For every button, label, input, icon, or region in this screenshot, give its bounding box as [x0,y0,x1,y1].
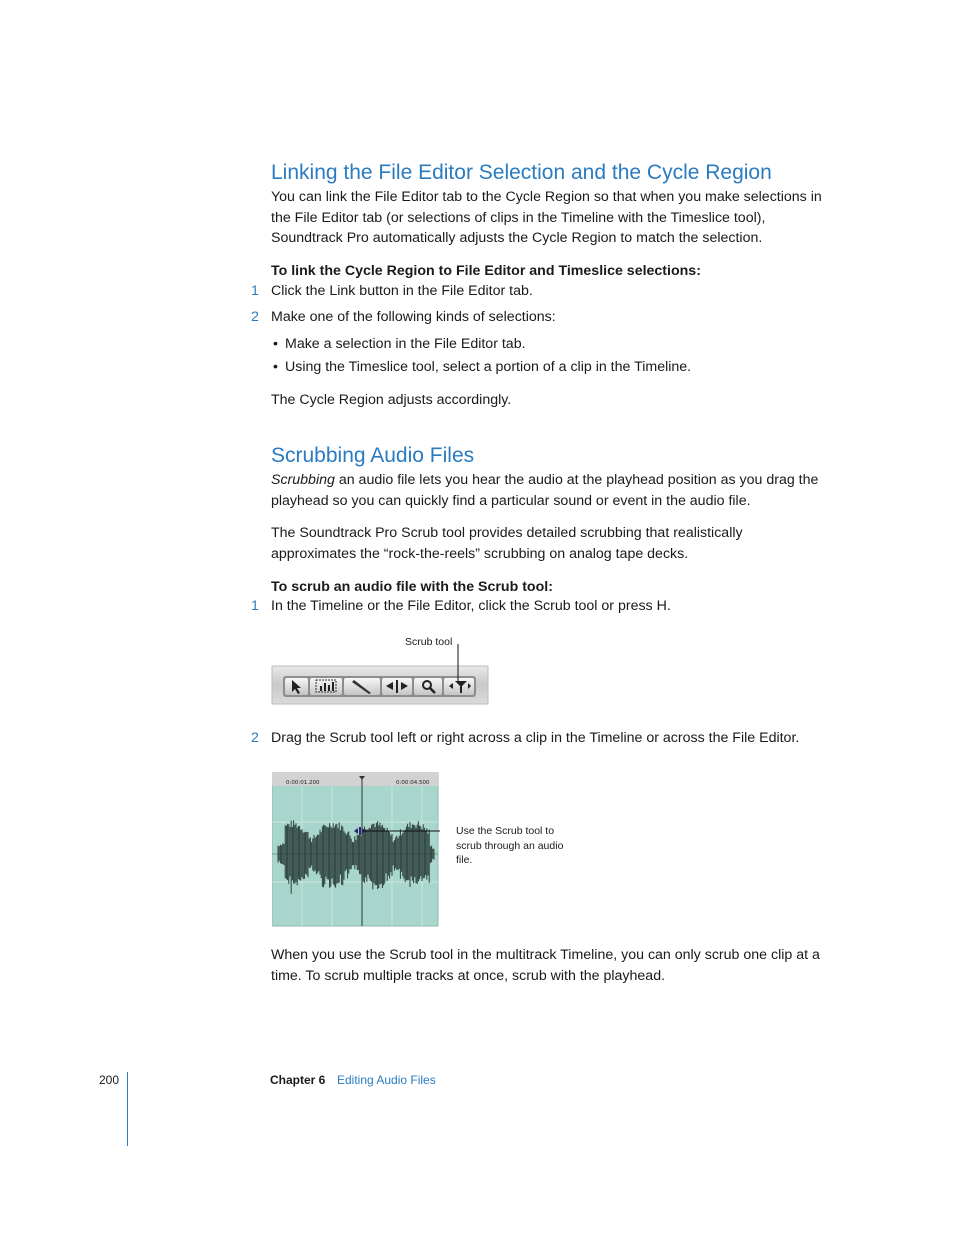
ruler-time-right: 0:00:04.500 [396,780,430,786]
bullet-marker: • [273,336,278,352]
scrub-step-2-text: Drag the Scrub tool left or right across a clip in the Timeline or across the File Editor. [271,730,800,746]
linking-step-1-number: 1 [251,283,259,299]
scrub-step-1-number: 1 [251,598,259,614]
bullet-item-2: Using the Timeslice tool, select a portion of a clip in the Timeline. [285,359,692,375]
editor-callout-line-2: scrub through an audio [456,839,564,852]
scrubbing-intro-rest: an audio file lets you hear the audio at the playhead position as you drag the playhead so you can quickly find a particular sound or event in the audio file. [271,472,819,509]
footer-chapter-title: Editing Audio Files [337,1073,436,1087]
linking-step-2-number: 2 [251,309,259,325]
editor-callout-line-1: Use the Scrub tool to [456,825,555,837]
linking-step-1-text: Click the Link button in the File Editor tab. [271,283,533,299]
scrubbing-paragraph-2: The Soundtrack Pro Scrub tool provides detailed scrubbing that realistically approximates the “rock-the-reels” scrubbing on analog tape decks. [271,525,743,562]
page-number: 200 [99,1073,120,1087]
section-heading-linking: Linking the File Editor Selection and the Cycle Region [271,161,772,184]
scrub-tool-callout-label: Scrub tool [405,636,453,648]
file-editor-figure [272,772,440,928]
scrubbing-term: Scrubbing [271,472,335,488]
linking-intro-paragraph: You can link the File Editor tab to the Cycle Region so that when you make selections in the File Editor tab (or selections of clips in the Timeline with the Timeslice tool), Soundtrack Pro automatically adjusts the Cycle Region to match the selection. [271,189,822,247]
ruler-time-left: 0:00:01.200 [286,780,320,786]
editor-callout-line-3: file. [456,854,473,866]
scrub-step-1-text: In the Timeline or the File Editor, click the Scrub tool or press H. [271,598,671,614]
scrubbing-closing-paragraph: When you use the Scrub tool in the multitrack Timeline, you can only scrub one clip at a time. To scrub multiple tracks at once, scrub with the playhead. [271,947,820,984]
bullet-marker: • [273,359,278,375]
footer-rule [127,1072,128,1146]
section-heading-scrubbing: Scrubbing Audio Files [271,444,475,467]
scrub-step-2-number: 2 [251,730,259,746]
scrubbing-intro-paragraph [271,470,831,511]
editor-callout-text [456,824,586,868]
linking-task-title: To link the Cycle Region to File Editor and Timeslice selections: [271,263,701,279]
linking-result-text: The Cycle Region adjusts accordingly. [271,392,512,408]
bullet-item-1: Make a selection in the File Editor tab. [285,336,526,352]
toolbar-figure [270,640,492,712]
footer-chapter: Chapter 6 [270,1073,326,1087]
linking-step-2-text: Make one of the following kinds of selections: [271,309,556,325]
scrub-task-title: To scrub an audio file with the Scrub tool: [271,579,553,595]
